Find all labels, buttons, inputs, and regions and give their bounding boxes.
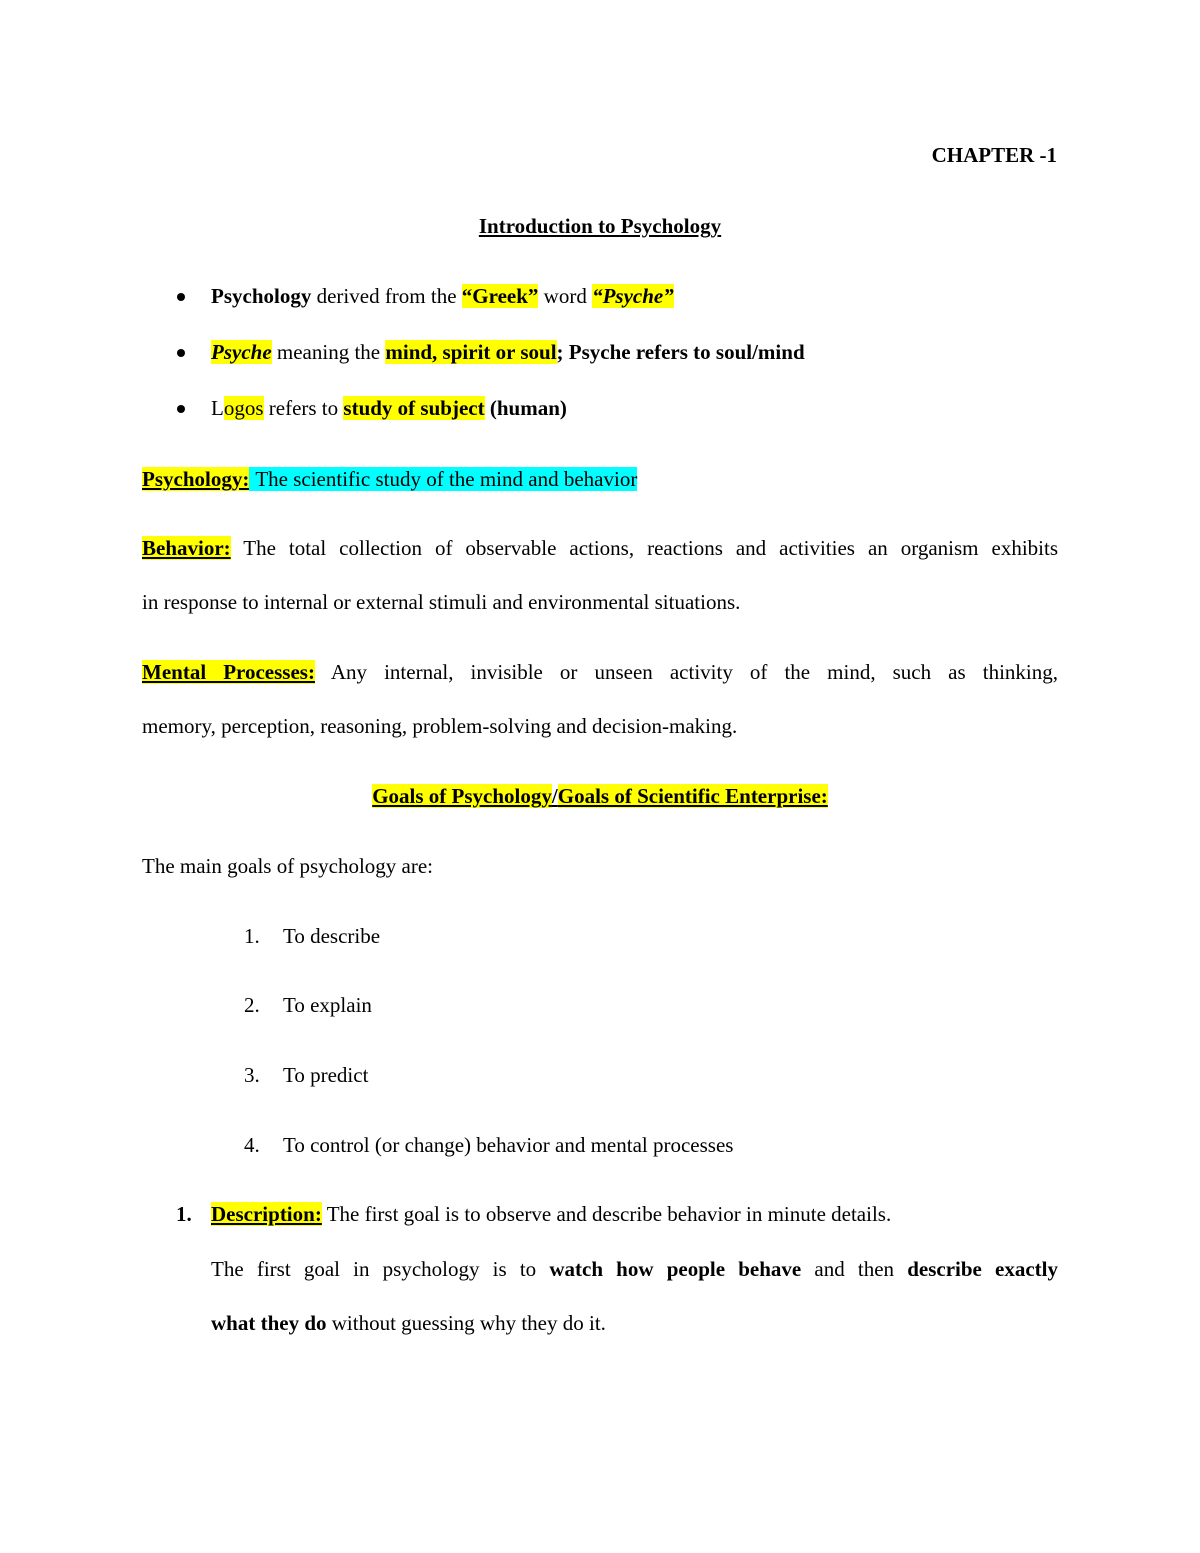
paragraph-text: and then bbox=[801, 1257, 908, 1281]
page-title: Introduction to Psychology bbox=[478, 214, 722, 238]
definition-term: Mental Processes: bbox=[142, 660, 315, 684]
definition-behavior bbox=[142, 533, 1058, 563]
bullet-text: (human) bbox=[489, 396, 567, 420]
bullet-item-psychology-origin bbox=[211, 281, 674, 311]
section-heading-goals bbox=[0, 781, 1200, 811]
list-number: 4. bbox=[244, 1133, 260, 1157]
bullet-text: meaning the bbox=[271, 340, 386, 364]
list-number: 2. bbox=[244, 993, 260, 1017]
bullet-highlight: mind, spirit or soul bbox=[385, 340, 557, 364]
bullet-item-logos bbox=[211, 393, 567, 423]
bullet-dot bbox=[177, 293, 185, 301]
bullet-text: L bbox=[211, 396, 224, 420]
paragraph-bold: describe exactly bbox=[907, 1257, 1058, 1281]
chapter-label: CHAPTER -1 bbox=[931, 143, 1057, 167]
definition-text: The scientific study of the mind and behavior bbox=[249, 467, 637, 491]
paragraph-text: without guessing why they do it. bbox=[326, 1311, 606, 1335]
description-paragraph bbox=[211, 1254, 1058, 1284]
bullet-text: word bbox=[538, 284, 593, 308]
definition-mental-processes-cont: memory, perception, reasoning, problem-solving and decision-making. bbox=[142, 714, 738, 738]
bullet-dot bbox=[177, 349, 185, 357]
list-item: To describe bbox=[283, 924, 381, 948]
bullet-highlight: Psyche bbox=[211, 340, 272, 364]
definition-text: The total collection of observable actions, reactions and activities an organism exhibits bbox=[230, 536, 1058, 560]
description-term: Description: bbox=[211, 1202, 322, 1226]
paragraph-bold: watch how people behave bbox=[549, 1257, 802, 1281]
heading-sep: / bbox=[551, 784, 558, 808]
definition-term: Behavior: bbox=[142, 536, 231, 560]
definition-psychology bbox=[142, 464, 637, 494]
definition-behavior-cont: in response to internal or external stimuli and environmental situations. bbox=[142, 590, 741, 614]
paragraph-bold: what they do bbox=[211, 1311, 327, 1335]
bullet-text: ; bbox=[556, 340, 569, 364]
bullet-highlight: ogos bbox=[223, 396, 264, 420]
bullet-dot bbox=[177, 405, 185, 413]
bullet-highlight: “Greek” bbox=[461, 284, 539, 308]
description-heading bbox=[211, 1199, 891, 1229]
bullet-text: derived from the bbox=[311, 284, 462, 308]
list-number: 3. bbox=[244, 1063, 260, 1087]
description-text: The first goal is to observe and describe behavior in minute details. bbox=[321, 1202, 892, 1226]
definition-term: Psychology: bbox=[142, 467, 250, 491]
list-item: To explain bbox=[283, 993, 372, 1017]
definition-text: Any internal, invisible or unseen activity of the mind, such as thinking, bbox=[314, 660, 1058, 684]
description-number: 1. bbox=[176, 1202, 192, 1226]
definition-mental-processes bbox=[142, 657, 1058, 687]
bullet-text: refers to bbox=[263, 396, 344, 420]
bullet-highlight: “Psyche” bbox=[592, 284, 674, 308]
list-number: 1. bbox=[244, 924, 260, 948]
bullet-item-psyche-meaning bbox=[211, 337, 805, 367]
bullet-highlight: study of subject bbox=[343, 396, 485, 420]
list-item: To predict bbox=[283, 1063, 369, 1087]
heading-part: Goals of Psychology bbox=[372, 784, 552, 808]
description-paragraph-cont bbox=[211, 1308, 606, 1338]
bullet-term: Psychology bbox=[211, 284, 312, 308]
bullet-text: Psyche refers to soul/mind bbox=[568, 340, 805, 364]
list-item: To control (or change) behavior and mental processes bbox=[283, 1133, 734, 1157]
paragraph-text: The first goal in psychology is to bbox=[211, 1257, 550, 1281]
heading-part: Goals of Scientific Enterprise: bbox=[557, 784, 828, 808]
goals-intro: The main goals of psychology are: bbox=[142, 854, 434, 878]
